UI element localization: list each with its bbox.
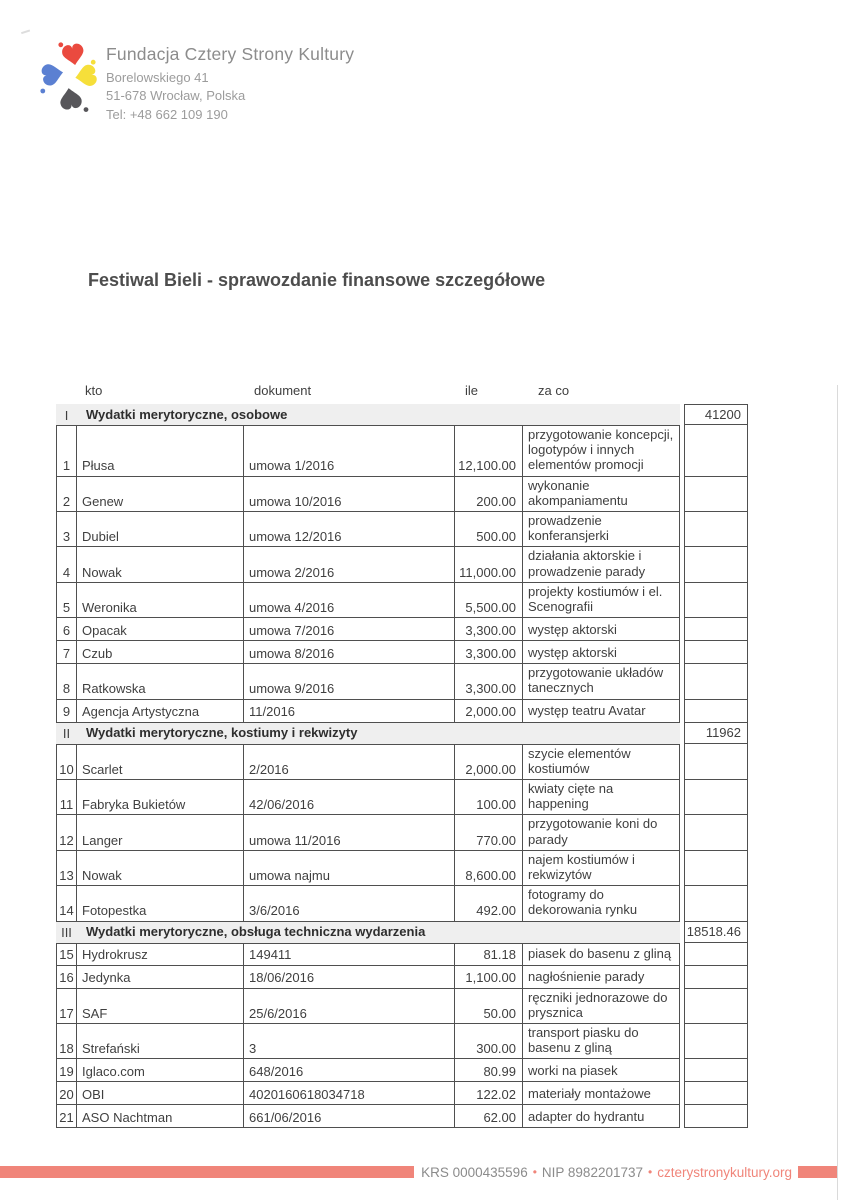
document-cell: umowa 4/2016 (244, 583, 455, 618)
column-header-kto: kto (85, 383, 103, 398)
amount-cell: 50.00 (455, 989, 523, 1024)
purpose-cell: transport piasku do basenu z gliną (523, 1024, 680, 1059)
org-address-city: 51-678 Wrocław, Polska (106, 88, 246, 104)
total-column-empty-cell (684, 477, 748, 512)
amount-cell: 100.00 (455, 780, 523, 815)
purpose-cell: prowadzenie konferansjerki (523, 512, 680, 547)
table-row (56, 780, 748, 815)
document-cell: umowa 10/2016 (244, 477, 455, 512)
purpose-cell: występ teatru Avatar (523, 700, 680, 723)
document-cell: 3/6/2016 (244, 886, 455, 921)
row-number: 6 (56, 618, 77, 641)
total-column-empty-cell (684, 1082, 748, 1105)
document-title: Festiwal Bieli - sprawozdanie finansowe szczegółowe (88, 270, 546, 290)
amount-cell: 5,500.00 (455, 583, 523, 618)
table-row (56, 618, 748, 641)
purpose-cell: występ aktorski (523, 641, 680, 664)
page-footer (0, 1163, 838, 1181)
org-info (106, 40, 354, 124)
total-column-empty-cell (684, 744, 748, 780)
purpose-cell: działania aktorskie i prowadzenie parady (523, 547, 680, 582)
section-total-cell: 18518.46 (684, 922, 748, 943)
total-column-empty-cell (684, 512, 748, 547)
payee-cell: Fotopestka (77, 886, 244, 921)
amount-cell: 8,600.00 (455, 851, 523, 886)
total-column-empty-cell (684, 1024, 748, 1059)
footer-separator-dot: • (648, 1165, 653, 1179)
document-cell: umowa 11/2016 (244, 815, 455, 850)
row-number: 14 (56, 886, 77, 921)
total-column-empty-cell (684, 547, 748, 582)
table-row (56, 583, 748, 618)
total-column-empty-cell (684, 700, 748, 723)
document-cell: 149411 (244, 943, 455, 966)
footer-accent-bar-left (0, 1166, 414, 1178)
purpose-cell: najem kostiumów i rekwizytów (523, 851, 680, 886)
payee-cell: Opacak (77, 618, 244, 641)
table-row (56, 512, 748, 547)
row-number: 2 (56, 477, 77, 512)
table-row (56, 477, 748, 512)
amount-cell: 3,300.00 (455, 641, 523, 664)
total-column-empty-cell (684, 851, 748, 886)
total-column-empty-cell (684, 815, 748, 850)
row-number: 4 (56, 547, 77, 582)
payee-cell: Dubiel (77, 512, 244, 547)
table-row (56, 1082, 748, 1105)
document-cell: umowa 7/2016 (244, 618, 455, 641)
amount-cell: 122.02 (455, 1082, 523, 1105)
payee-cell: Nowak (77, 547, 244, 582)
table-row (56, 1059, 748, 1082)
amount-cell: 11,000.00 (455, 547, 523, 582)
table-row (56, 989, 748, 1024)
footer-nip: NIP 8982201737 (541, 1164, 643, 1180)
amount-cell: 3,300.00 (455, 664, 523, 699)
section-numeral: I (56, 404, 77, 425)
row-number: 17 (56, 989, 77, 1024)
org-address-street: Borelowskiego 41 (106, 69, 209, 85)
purpose-cell: występ aktorski (523, 618, 680, 641)
section-header-row (56, 723, 748, 744)
payee-cell: Agencja Artystyczna (77, 700, 244, 723)
payee-cell: ASO Nachtman (77, 1105, 244, 1128)
column-header-ile: ile (465, 383, 479, 398)
row-number: 8 (56, 664, 77, 699)
table-column-headers (56, 383, 748, 398)
document-cell: umowa 2/2016 (244, 547, 455, 582)
purpose-cell: piasek do basenu z gliną (523, 943, 680, 966)
table-row (56, 1105, 748, 1128)
row-number: 18 (56, 1024, 77, 1059)
document-cell: umowa 12/2016 (244, 512, 455, 547)
table-row (56, 966, 748, 989)
section-label: Wydatki merytoryczne, osobowe (77, 404, 680, 425)
document-cell: 11/2016 (244, 700, 455, 723)
document-cell: 648/2016 (244, 1059, 455, 1082)
payee-cell: Płusa (77, 425, 244, 477)
table-row (56, 641, 748, 664)
letterhead (38, 40, 354, 124)
column-header-dokument: dokument (254, 383, 312, 398)
amount-cell: 80.99 (455, 1059, 523, 1082)
amount-cell: 12,100.00 (455, 425, 523, 477)
total-column-empty-cell (684, 780, 748, 815)
section-total-cell: 11962 (684, 723, 748, 744)
purpose-cell: wykonanie akompaniamentu (523, 477, 680, 512)
table-row (56, 886, 748, 921)
table-row (56, 664, 748, 699)
payee-cell: Ratkowska (77, 664, 244, 699)
amount-cell: 500.00 (455, 512, 523, 547)
row-number: 5 (56, 583, 77, 618)
total-column-empty-cell (684, 989, 748, 1024)
table-row (56, 851, 748, 886)
total-column-empty-cell (684, 1059, 748, 1082)
purpose-cell: projekty kostiumów i el. Scenografii (523, 583, 680, 618)
purpose-cell: kwiaty cięte na happening (523, 780, 680, 815)
row-number: 12 (56, 815, 77, 850)
column-header-empty (56, 383, 77, 398)
column-header-za-co: za co (538, 383, 570, 398)
amount-cell: 1,100.00 (455, 966, 523, 989)
table-row (56, 547, 748, 582)
payee-cell: Langer (77, 815, 244, 850)
payee-cell: OBI (77, 1082, 244, 1105)
document-cell: umowa 8/2016 (244, 641, 455, 664)
footer-website: czterystronykultury.org (657, 1164, 792, 1180)
foundation-logo-four-hearts-icon (38, 40, 98, 118)
expenses-table (56, 383, 748, 1128)
amount-cell: 3,300.00 (455, 618, 523, 641)
table-row (56, 815, 748, 850)
payee-cell: SAF (77, 989, 244, 1024)
document-cell: 25/6/2016 (244, 989, 455, 1024)
payee-cell: Strefański (77, 1024, 244, 1059)
payee-cell: Fabryka Bukietów (77, 780, 244, 815)
section-header-row (56, 922, 748, 943)
purpose-cell: worki na piasek (523, 1059, 680, 1082)
document-cell: umowa 1/2016 (244, 425, 455, 477)
document-cell: umowa najmu (244, 851, 455, 886)
total-column-empty-cell (684, 1105, 748, 1128)
total-column-empty-cell (684, 943, 748, 966)
row-number: 13 (56, 851, 77, 886)
footer-accent-bar-right (798, 1166, 838, 1178)
org-name: Fundacja Cztery Strony Kultury (106, 44, 355, 64)
scan-artifact-mark (19, 23, 30, 34)
footer-krs: KRS 0000435596 (421, 1164, 528, 1180)
section-header-row (56, 404, 748, 425)
table-row (56, 744, 748, 780)
payee-cell: Nowak (77, 851, 244, 886)
row-number: 10 (56, 744, 77, 780)
section-total-cell: 41200 (684, 404, 748, 425)
section-numeral: III (56, 922, 77, 943)
org-phone: Tel: +48 662 109 190 (106, 106, 228, 122)
payee-cell: Czub (77, 641, 244, 664)
amount-cell: 200.00 (455, 477, 523, 512)
payee-cell: Hydrokrusz (77, 943, 244, 966)
table-row (56, 943, 748, 966)
document-cell: 3 (244, 1024, 455, 1059)
amount-cell: 2,000.00 (455, 700, 523, 723)
document-cell: 42/06/2016 (244, 780, 455, 815)
row-number: 1 (56, 425, 77, 477)
total-column-empty-cell (684, 618, 748, 641)
row-number: 19 (56, 1059, 77, 1082)
total-column-empty-cell (684, 886, 748, 921)
purpose-cell: przygotowanie koni do parady (523, 815, 680, 850)
footer-separator-dot: • (532, 1165, 537, 1179)
row-number: 11 (56, 780, 77, 815)
document-cell: 2/2016 (244, 744, 455, 780)
section-label: Wydatki merytoryczne, kostiumy i rekwizyty (77, 723, 680, 744)
payee-cell: Scarlet (77, 744, 244, 780)
row-number: 3 (56, 512, 77, 547)
row-number: 20 (56, 1082, 77, 1105)
document-cell: 661/06/2016 (244, 1105, 455, 1128)
table-row (56, 700, 748, 723)
row-number: 7 (56, 641, 77, 664)
purpose-cell: przygotowanie koncepcji, logotypów i innych elementów promocji (523, 425, 680, 477)
purpose-cell: fotogramy do dekorowania rynku (523, 886, 680, 921)
row-number: 21 (56, 1105, 77, 1128)
document-cell: 4020160618034718 (244, 1082, 455, 1105)
amount-cell: 62.00 (455, 1105, 523, 1128)
purpose-cell: materiały montażowe (523, 1082, 680, 1105)
table-row (56, 425, 748, 477)
document-cell: 18/06/2016 (244, 966, 455, 989)
table-body (56, 404, 748, 1128)
total-column-empty-cell (684, 583, 748, 618)
amount-cell: 770.00 (455, 815, 523, 850)
amount-cell: 492.00 (455, 886, 523, 921)
purpose-cell: adapter do hydrantu (523, 1105, 680, 1128)
purpose-cell: nagłośnienie parady (523, 966, 680, 989)
purpose-cell: szycie elementów kostiumów (523, 744, 680, 780)
section-numeral: II (56, 723, 77, 744)
scan-edge-artifact-line (837, 385, 838, 1200)
amount-cell: 300.00 (455, 1024, 523, 1059)
total-column-empty-cell (684, 641, 748, 664)
document-cell: umowa 9/2016 (244, 664, 455, 699)
row-number: 15 (56, 943, 77, 966)
payee-cell: Genew (77, 477, 244, 512)
purpose-cell: ręczniki jednorazowe do prysznica (523, 989, 680, 1024)
total-column-empty-cell (684, 966, 748, 989)
total-column-empty-cell (684, 425, 748, 477)
table-row (56, 1024, 748, 1059)
amount-cell: 2,000.00 (455, 744, 523, 780)
payee-cell: Jedynka (77, 966, 244, 989)
payee-cell: Weronika (77, 583, 244, 618)
amount-cell: 81.18 (455, 943, 523, 966)
total-column-empty-cell (684, 664, 748, 699)
row-number: 16 (56, 966, 77, 989)
purpose-cell: przygotowanie układów tanecznych (523, 664, 680, 699)
row-number: 9 (56, 700, 77, 723)
payee-cell: Iglaco.com (77, 1059, 244, 1082)
section-label: Wydatki merytoryczne, obsługa techniczna wydarzenia (77, 922, 680, 943)
